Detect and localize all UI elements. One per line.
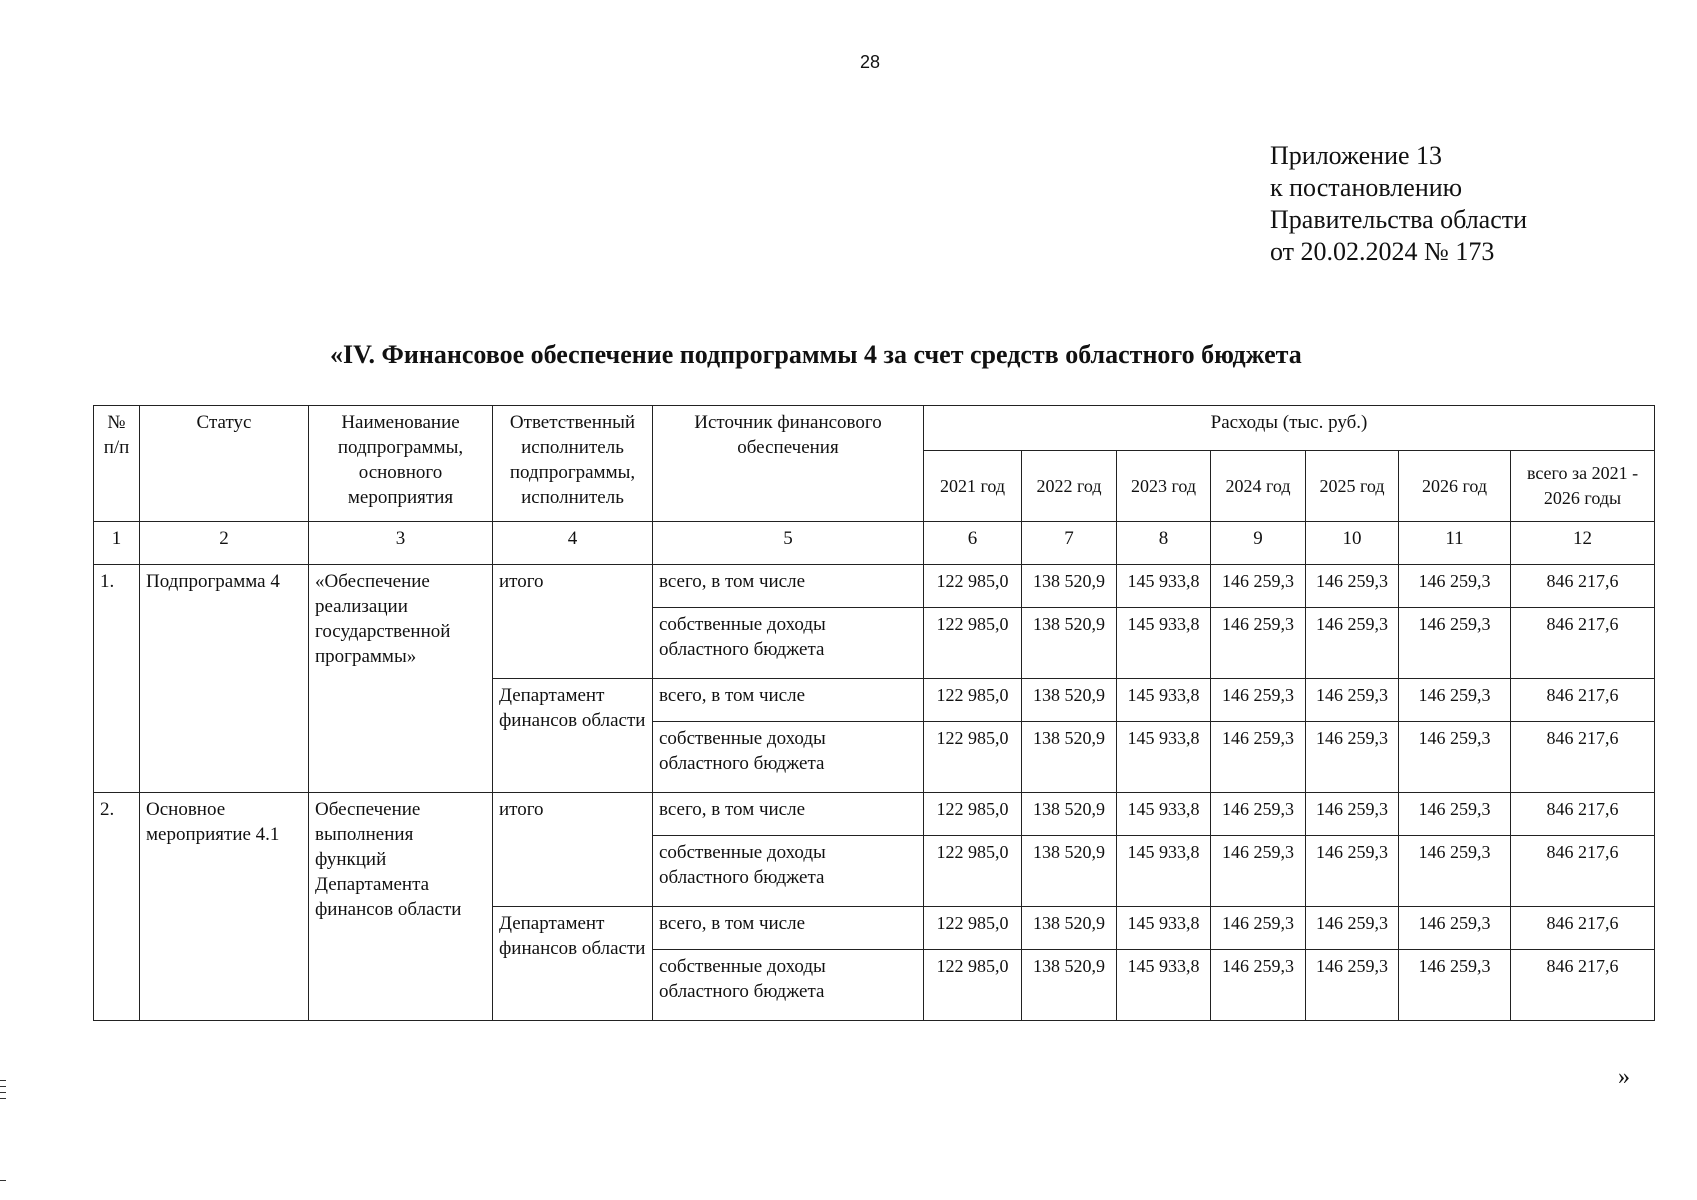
- row-number-cell: 2.: [94, 793, 140, 1021]
- year-value-cell: 138 520,9: [1022, 793, 1117, 836]
- year-value-cell: 145 933,8: [1117, 608, 1211, 679]
- appendix-line: к постановлению: [1270, 173, 1463, 202]
- header-year: 2023 год: [1117, 451, 1211, 522]
- year-value-cell: 146 259,3: [1399, 950, 1511, 1021]
- year-value-cell: 146 259,3: [1306, 565, 1399, 608]
- year-value-cell: 146 259,3: [1306, 793, 1399, 836]
- year-value-cell: 122 985,0: [924, 679, 1022, 722]
- executor-cell: Департамент финансов области: [493, 907, 653, 1021]
- year-value-cell: 145 933,8: [1117, 722, 1211, 793]
- header-num: № п/п: [94, 406, 140, 522]
- year-value-cell: 138 520,9: [1022, 679, 1117, 722]
- scan-edge-mark: [0, 1092, 6, 1093]
- column-number: 6: [924, 522, 1022, 565]
- year-value-cell: 122 985,0: [924, 608, 1022, 679]
- year-value-cell: 145 933,8: [1117, 950, 1211, 1021]
- funding-source-cell: собственные доходы областного бюджета: [653, 608, 924, 679]
- year-value-cell: 145 933,8: [1117, 565, 1211, 608]
- total-value-cell: 846 217,6: [1511, 907, 1655, 950]
- scan-edge-mark: [0, 1180, 6, 1181]
- header-name: Наименование подпрограммы, основного мероприятия: [309, 406, 493, 522]
- year-value-cell: 146 259,3: [1399, 722, 1511, 793]
- funding-source-cell: всего, в том числе: [653, 679, 924, 722]
- year-value-cell: 138 520,9: [1022, 565, 1117, 608]
- document-title: «IV. Финансовое обеспечение подпрограммы 4 за счет средств областного бюджета: [330, 340, 1302, 369]
- column-number: 12: [1511, 522, 1655, 565]
- year-value-cell: 146 259,3: [1211, 793, 1306, 836]
- header-year: 2026 год: [1399, 451, 1511, 522]
- column-number: 4: [493, 522, 653, 565]
- funding-source-cell: всего, в том числе: [653, 565, 924, 608]
- executor-cell: Департамент финансов области: [493, 679, 653, 793]
- year-value-cell: 146 259,3: [1399, 907, 1511, 950]
- total-value-cell: 846 217,6: [1511, 679, 1655, 722]
- closing-quote: »: [1618, 1064, 1630, 1090]
- year-value-cell: 146 259,3: [1306, 722, 1399, 793]
- year-value-cell: 146 259,3: [1306, 836, 1399, 907]
- funding-source-cell: всего, в том числе: [653, 793, 924, 836]
- year-value-cell: 146 259,3: [1211, 608, 1306, 679]
- measure-name-cell: «Обеспечение реализации государственной программы»: [309, 565, 493, 793]
- funding-source-cell: собственные доходы областного бюджета: [653, 950, 924, 1021]
- total-value-cell: 846 217,6: [1511, 836, 1655, 907]
- column-number: 7: [1022, 522, 1117, 565]
- funding-source-cell: собственные доходы областного бюджета: [653, 836, 924, 907]
- financing-table: [93, 405, 1655, 1021]
- appendix-line: Приложение 13: [1270, 141, 1443, 170]
- column-numbers-row: [94, 522, 1655, 565]
- header-year-total: всего за 2021 - 2026 годы: [1511, 451, 1655, 522]
- year-value-cell: 138 520,9: [1022, 950, 1117, 1021]
- appendix-block: [1270, 140, 1527, 268]
- measure-name-cell: Обеспечение выполнения функций Департамента финансов области: [309, 793, 493, 1021]
- column-number: 11: [1399, 522, 1511, 565]
- year-value-cell: 146 259,3: [1211, 907, 1306, 950]
- total-value-cell: 846 217,6: [1511, 608, 1655, 679]
- year-value-cell: 122 985,0: [924, 950, 1022, 1021]
- header-executor: Ответственный исполнитель подпрограммы, исполнитель: [493, 406, 653, 522]
- year-value-cell: 146 259,3: [1399, 565, 1511, 608]
- header-year: 2024 год: [1211, 451, 1306, 522]
- year-value-cell: 138 520,9: [1022, 608, 1117, 679]
- total-value-cell: 846 217,6: [1511, 793, 1655, 836]
- column-number: 1: [94, 522, 140, 565]
- year-value-cell: 146 259,3: [1306, 907, 1399, 950]
- year-value-cell: 122 985,0: [924, 793, 1022, 836]
- page-number: 28: [859, 52, 881, 72]
- header-status: Статус: [140, 406, 309, 522]
- year-value-cell: 146 259,3: [1306, 679, 1399, 722]
- header-year: 2025 год: [1306, 451, 1399, 522]
- column-number: 2: [140, 522, 309, 565]
- table-row: [94, 793, 1655, 836]
- row-number-cell: 1.: [94, 565, 140, 793]
- header-expenses: Расходы (тыс. руб.): [924, 406, 1655, 451]
- column-number: 8: [1117, 522, 1211, 565]
- column-number: 3: [309, 522, 493, 565]
- year-value-cell: 145 933,8: [1117, 836, 1211, 907]
- year-value-cell: 138 520,9: [1022, 907, 1117, 950]
- header-source: Источник финансового обеспечения: [653, 406, 924, 522]
- year-value-cell: 146 259,3: [1211, 679, 1306, 722]
- appendix-line: Правительства области: [1270, 205, 1528, 234]
- executor-cell: итого: [493, 565, 653, 679]
- year-value-cell: 122 985,0: [924, 907, 1022, 950]
- year-value-cell: 145 933,8: [1117, 679, 1211, 722]
- year-value-cell: 138 520,9: [1022, 836, 1117, 907]
- funding-source-cell: всего, в том числе: [653, 907, 924, 950]
- header-year: 2022 год: [1022, 451, 1117, 522]
- year-value-cell: 146 259,3: [1211, 836, 1306, 907]
- header-year: 2021 год: [924, 451, 1022, 522]
- year-value-cell: 122 985,0: [924, 565, 1022, 608]
- appendix-line: от 20.02.2024 № 173: [1270, 237, 1495, 266]
- year-value-cell: 138 520,9: [1022, 722, 1117, 793]
- scan-edge-mark: [0, 1098, 6, 1099]
- year-value-cell: 146 259,3: [1399, 608, 1511, 679]
- total-value-cell: 846 217,6: [1511, 950, 1655, 1021]
- column-number: 10: [1306, 522, 1399, 565]
- year-value-cell: 146 259,3: [1211, 950, 1306, 1021]
- scan-edge-mark: [0, 1086, 6, 1087]
- scan-edge-mark: [0, 1080, 6, 1081]
- column-number: 9: [1211, 522, 1306, 565]
- year-value-cell: 145 933,8: [1117, 793, 1211, 836]
- year-value-cell: 122 985,0: [924, 836, 1022, 907]
- year-value-cell: 146 259,3: [1211, 722, 1306, 793]
- funding-source-cell: собственные доходы областного бюджета: [653, 722, 924, 793]
- year-value-cell: 146 259,3: [1399, 679, 1511, 722]
- year-value-cell: 122 985,0: [924, 722, 1022, 793]
- column-number: 5: [653, 522, 924, 565]
- header-row: [94, 406, 1655, 451]
- status-cell: Подпрограмма 4: [140, 565, 309, 793]
- executor-cell: итого: [493, 793, 653, 907]
- year-value-cell: 146 259,3: [1211, 565, 1306, 608]
- year-value-cell: 146 259,3: [1306, 950, 1399, 1021]
- status-cell: Основное мероприятие 4.1: [140, 793, 309, 1021]
- year-value-cell: 146 259,3: [1306, 608, 1399, 679]
- table-row: [94, 565, 1655, 608]
- year-value-cell: 146 259,3: [1399, 836, 1511, 907]
- total-value-cell: 846 217,6: [1511, 565, 1655, 608]
- year-value-cell: 145 933,8: [1117, 907, 1211, 950]
- total-value-cell: 846 217,6: [1511, 722, 1655, 793]
- year-value-cell: 146 259,3: [1399, 793, 1511, 836]
